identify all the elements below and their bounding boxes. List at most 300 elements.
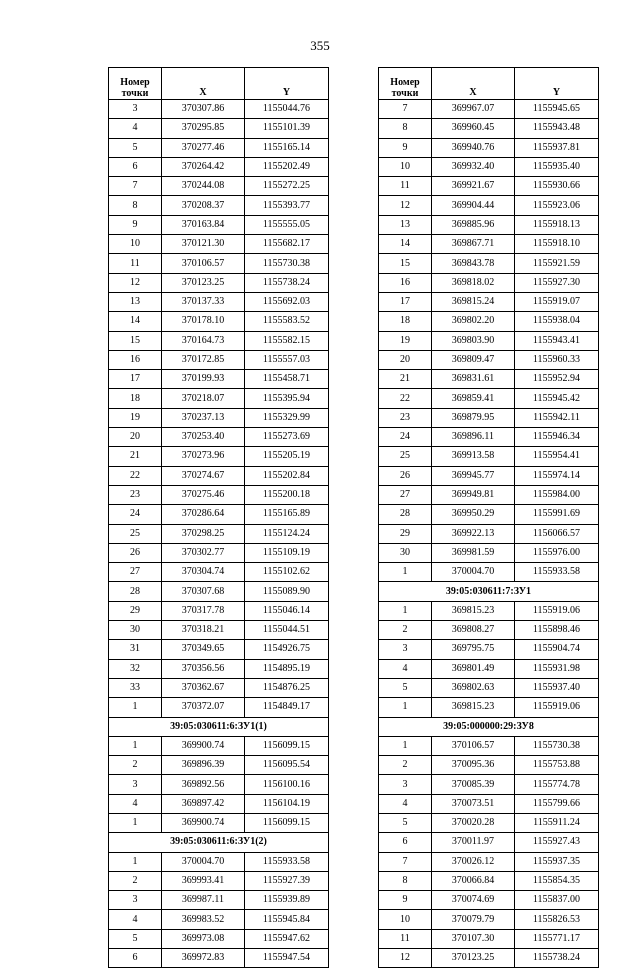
y-coordinate-cell: 1155960.33: [515, 350, 599, 369]
x-coordinate-cell: 369940.76: [432, 138, 515, 157]
point-number-cell: 27: [379, 485, 432, 504]
x-coordinate-cell: 369945.77: [432, 466, 515, 485]
table-body-left: [109, 100, 329, 968]
point-number-cell: 4: [109, 910, 162, 929]
x-coordinate-cell: 369904.44: [432, 196, 515, 215]
table-row: [379, 273, 599, 292]
x-coordinate-cell: 370349.65: [162, 640, 245, 659]
y-coordinate-cell: 1155939.89: [245, 891, 329, 910]
table-row: [379, 871, 599, 890]
y-coordinate-cell: 1155826.53: [515, 910, 599, 929]
table-row: [109, 910, 329, 929]
x-coordinate-cell: 369815.24: [432, 292, 515, 311]
x-coordinate-cell: 369815.23: [432, 601, 515, 620]
table-row: [379, 524, 599, 543]
point-number-cell: 4: [109, 119, 162, 138]
y-coordinate-cell: 1155921.59: [515, 254, 599, 273]
table-row: [109, 524, 329, 543]
y-coordinate-cell: 1154895.19: [245, 659, 329, 678]
y-coordinate-cell: 1155933.58: [245, 852, 329, 871]
table-row: [379, 408, 599, 427]
x-coordinate-cell: 370079.79: [432, 910, 515, 929]
x-coordinate-cell: 369983.52: [162, 910, 245, 929]
table-row: [109, 640, 329, 659]
y-coordinate-cell: 1155947.54: [245, 949, 329, 968]
x-coordinate-cell: 370163.84: [162, 215, 245, 234]
y-coordinate-cell: 1155943.41: [515, 331, 599, 350]
x-coordinate-cell: 369900.74: [162, 736, 245, 755]
y-coordinate-cell: 1154849.17: [245, 698, 329, 717]
x-coordinate-cell: 370274.67: [162, 466, 245, 485]
table-row: [109, 447, 329, 466]
table-row: [379, 235, 599, 254]
table-row: [109, 389, 329, 408]
point-number-cell: 9: [379, 138, 432, 157]
point-number-cell: 29: [379, 524, 432, 543]
table-row: [109, 659, 329, 678]
header-number-line2: точки: [391, 88, 419, 99]
x-coordinate-cell: 370085.39: [432, 775, 515, 794]
y-coordinate-cell: 1155937.81: [515, 138, 599, 157]
point-number-cell: 9: [379, 891, 432, 910]
y-coordinate-cell: 1155124.24: [245, 524, 329, 543]
point-number-cell: 5: [109, 929, 162, 948]
coordinates-table-left: [108, 67, 329, 968]
x-coordinate-cell: 370298.25: [162, 524, 245, 543]
x-coordinate-cell: 370264.42: [162, 157, 245, 176]
x-coordinate-cell: 370304.74: [162, 563, 245, 582]
table-row: [109, 794, 329, 813]
table-row: [379, 698, 599, 717]
coordinates-table-right: [378, 67, 599, 968]
x-coordinate-cell: 370066.84: [432, 871, 515, 890]
x-coordinate-cell: 370106.57: [162, 254, 245, 273]
x-coordinate-cell: 370178.10: [162, 312, 245, 331]
point-number-cell: 10: [379, 910, 432, 929]
table-row: [379, 196, 599, 215]
x-coordinate-cell: 370318.21: [162, 621, 245, 640]
table-row: [109, 505, 329, 524]
x-coordinate-cell: 370237.13: [162, 408, 245, 427]
y-coordinate-cell: 1155919.06: [515, 601, 599, 620]
point-number-cell: 10: [379, 157, 432, 176]
point-number-cell: 3: [379, 775, 432, 794]
y-coordinate-cell: 1155165.14: [245, 138, 329, 157]
y-coordinate-cell: 1155089.90: [245, 582, 329, 601]
table-row: [379, 813, 599, 832]
point-number-cell: 32: [109, 659, 162, 678]
table-row: [109, 331, 329, 350]
y-coordinate-cell: 1155738.24: [515, 949, 599, 968]
x-coordinate-cell: 370137.33: [162, 292, 245, 311]
point-number-cell: 1: [109, 852, 162, 871]
x-coordinate-cell: 370004.70: [432, 563, 515, 582]
point-number-cell: 2: [109, 756, 162, 775]
x-coordinate-cell: 369922.13: [432, 524, 515, 543]
table-row: [379, 891, 599, 910]
section-title: 39:05:000000:29:ЗУ8: [379, 717, 599, 736]
point-number-cell: 18: [379, 312, 432, 331]
table-row: [109, 485, 329, 504]
x-coordinate-cell: 369803.90: [432, 331, 515, 350]
y-coordinate-cell: 1155952.94: [515, 370, 599, 389]
table-body-right: [379, 100, 599, 968]
point-number-cell: 23: [109, 485, 162, 504]
header-number-line1: Номер: [120, 77, 150, 88]
point-number-cell: 22: [379, 389, 432, 408]
point-number-cell: 8: [109, 196, 162, 215]
table-row: [379, 177, 599, 196]
table-row: [109, 408, 329, 427]
y-coordinate-cell: 1155904.74: [515, 640, 599, 659]
header-point-number: [379, 68, 432, 100]
header-x: X: [162, 68, 245, 100]
point-number-cell: 3: [109, 100, 162, 119]
x-coordinate-cell: 370208.37: [162, 196, 245, 215]
table-row: [109, 852, 329, 871]
y-coordinate-cell: 1156100.16: [245, 775, 329, 794]
table-row: [109, 138, 329, 157]
point-number-cell: 8: [379, 871, 432, 890]
table-row: [379, 949, 599, 968]
point-number-cell: 31: [109, 640, 162, 659]
table-row: [109, 949, 329, 968]
x-coordinate-cell: 370307.86: [162, 100, 245, 119]
table-row: [379, 119, 599, 138]
section-title: 39:05:030611:6:ЗУ1(1): [109, 717, 329, 736]
y-coordinate-cell: 1155837.00: [515, 891, 599, 910]
y-coordinate-cell: 1155945.84: [245, 910, 329, 929]
point-number-cell: 22: [109, 466, 162, 485]
y-coordinate-cell: 1155927.39: [245, 871, 329, 890]
x-coordinate-cell: 370356.56: [162, 659, 245, 678]
y-coordinate-cell: 1155937.35: [515, 852, 599, 871]
x-coordinate-cell: 370273.96: [162, 447, 245, 466]
table-row: [109, 698, 329, 717]
header-x: X: [432, 68, 515, 100]
x-coordinate-cell: 370011.97: [432, 833, 515, 852]
point-number-cell: 13: [379, 215, 432, 234]
table-row: [109, 100, 329, 119]
point-number-cell: 25: [109, 524, 162, 543]
y-coordinate-cell: 1155458.71: [245, 370, 329, 389]
point-number-cell: 1: [109, 698, 162, 717]
x-coordinate-cell: 369843.78: [432, 254, 515, 273]
x-coordinate-cell: 369801.49: [432, 659, 515, 678]
table-row: [379, 312, 599, 331]
x-coordinate-cell: 370317.78: [162, 601, 245, 620]
x-coordinate-cell: 369921.67: [432, 177, 515, 196]
y-coordinate-cell: 1155943.48: [515, 119, 599, 138]
y-coordinate-cell: 1154926.75: [245, 640, 329, 659]
table-row: [379, 254, 599, 273]
table-row: [379, 485, 599, 504]
point-number-cell: 12: [379, 196, 432, 215]
point-number-cell: 21: [379, 370, 432, 389]
y-coordinate-cell: 1155395.94: [245, 389, 329, 408]
point-number-cell: 3: [109, 891, 162, 910]
x-coordinate-cell: 369867.71: [432, 235, 515, 254]
table-row: [379, 563, 599, 582]
y-coordinate-cell: 1155927.30: [515, 273, 599, 292]
y-coordinate-cell: 1155329.99: [245, 408, 329, 427]
table-row: [379, 428, 599, 447]
y-coordinate-cell: 1155854.35: [515, 871, 599, 890]
header-y: Y: [245, 68, 329, 100]
table-row: [109, 891, 329, 910]
y-coordinate-cell: 1155927.43: [515, 833, 599, 852]
x-coordinate-cell: 369885.96: [432, 215, 515, 234]
section-row: [109, 717, 329, 736]
y-coordinate-cell: 1155919.07: [515, 292, 599, 311]
y-coordinate-cell: 1156104.19: [245, 794, 329, 813]
x-coordinate-cell: 369879.95: [432, 408, 515, 427]
table-row: [109, 543, 329, 562]
y-coordinate-cell: 1155946.34: [515, 428, 599, 447]
table-row: [109, 215, 329, 234]
y-coordinate-cell: 1155102.62: [245, 563, 329, 582]
y-coordinate-cell: 1156066.57: [515, 524, 599, 543]
point-number-cell: 24: [379, 428, 432, 447]
table-row: [379, 215, 599, 234]
x-coordinate-cell: 370372.07: [162, 698, 245, 717]
x-coordinate-cell: 370218.07: [162, 389, 245, 408]
point-number-cell: 1: [109, 736, 162, 755]
table-row: [109, 621, 329, 640]
y-coordinate-cell: 1155947.62: [245, 929, 329, 948]
point-number-cell: 1: [379, 563, 432, 582]
point-number-cell: 10: [109, 235, 162, 254]
table-row: [379, 505, 599, 524]
table-row: [379, 659, 599, 678]
y-coordinate-cell: 1155730.38: [245, 254, 329, 273]
point-number-cell: 2: [379, 756, 432, 775]
y-coordinate-cell: 1155774.78: [515, 775, 599, 794]
point-number-cell: 8: [379, 119, 432, 138]
x-coordinate-cell: 370277.46: [162, 138, 245, 157]
y-coordinate-cell: 1155923.06: [515, 196, 599, 215]
y-coordinate-cell: 1156099.15: [245, 736, 329, 755]
table-row: [379, 852, 599, 871]
y-coordinate-cell: 1155046.14: [245, 601, 329, 620]
y-coordinate-cell: 1155938.04: [515, 312, 599, 331]
y-coordinate-cell: 1155984.00: [515, 485, 599, 504]
y-coordinate-cell: 1155945.42: [515, 389, 599, 408]
table-row: [379, 833, 599, 852]
table-row: [109, 292, 329, 311]
table-row: [379, 910, 599, 929]
table-row: [109, 119, 329, 138]
x-coordinate-cell: 370199.93: [162, 370, 245, 389]
x-coordinate-cell: 370073.51: [432, 794, 515, 813]
table-row: [379, 543, 599, 562]
point-number-cell: 6: [109, 157, 162, 176]
table-row: [379, 370, 599, 389]
x-coordinate-cell: 369795.75: [432, 640, 515, 659]
table-row: [379, 100, 599, 119]
x-coordinate-cell: 370095.36: [432, 756, 515, 775]
x-coordinate-cell: 369896.39: [162, 756, 245, 775]
x-coordinate-cell: 370123.25: [432, 949, 515, 968]
point-number-cell: 6: [379, 833, 432, 852]
table-row: [379, 447, 599, 466]
table-row: [379, 138, 599, 157]
table-row: [379, 331, 599, 350]
section-title: 39:05:030611:7:ЗУ1: [379, 582, 599, 601]
y-coordinate-cell: 1156095.54: [245, 756, 329, 775]
x-coordinate-cell: 370244.08: [162, 177, 245, 196]
x-coordinate-cell: 369831.61: [432, 370, 515, 389]
x-coordinate-cell: 369981.59: [432, 543, 515, 562]
y-coordinate-cell: 1155200.18: [245, 485, 329, 504]
y-coordinate-cell: 1155202.84: [245, 466, 329, 485]
point-number-cell: 2: [109, 871, 162, 890]
point-number-cell: 2: [379, 621, 432, 640]
x-coordinate-cell: 370121.30: [162, 235, 245, 254]
table-row: [379, 775, 599, 794]
table-row: [379, 640, 599, 659]
table-row: [379, 929, 599, 948]
section-row: [109, 833, 329, 852]
x-coordinate-cell: 369897.42: [162, 794, 245, 813]
x-coordinate-cell: 369896.11: [432, 428, 515, 447]
header-number-line2: точки: [121, 88, 149, 99]
section-row: [379, 717, 599, 736]
point-number-cell: 30: [379, 543, 432, 562]
y-coordinate-cell: 1155730.38: [515, 736, 599, 755]
x-coordinate-cell: 370107.30: [432, 929, 515, 948]
point-number-cell: 33: [109, 678, 162, 697]
x-coordinate-cell: 369960.45: [432, 119, 515, 138]
point-number-cell: 26: [379, 466, 432, 485]
point-number-cell: 9: [109, 215, 162, 234]
point-number-cell: 13: [109, 292, 162, 311]
point-number-cell: 12: [379, 949, 432, 968]
y-coordinate-cell: 1155557.03: [245, 350, 329, 369]
point-number-cell: 6: [109, 949, 162, 968]
y-coordinate-cell: 1155272.25: [245, 177, 329, 196]
page-number: 355: [310, 38, 330, 53]
point-number-cell: 11: [379, 929, 432, 948]
header-number-line1: Номер: [390, 77, 420, 88]
y-coordinate-cell: 1155799.66: [515, 794, 599, 813]
x-coordinate-cell: 369987.11: [162, 891, 245, 910]
table-row: [379, 389, 599, 408]
y-coordinate-cell: 1155692.03: [245, 292, 329, 311]
table-row: [109, 813, 329, 832]
y-coordinate-cell: 1155682.17: [245, 235, 329, 254]
x-coordinate-cell: 370307.68: [162, 582, 245, 601]
table-row: [109, 254, 329, 273]
point-number-cell: 28: [109, 582, 162, 601]
y-coordinate-cell: 1155930.66: [515, 177, 599, 196]
table-row: [109, 929, 329, 948]
header-point-number: [109, 68, 162, 100]
table-row: [379, 736, 599, 755]
point-number-cell: 26: [109, 543, 162, 562]
table-row: [379, 157, 599, 176]
point-number-cell: 17: [109, 370, 162, 389]
table-row: [379, 350, 599, 369]
y-coordinate-cell: 1155273.69: [245, 428, 329, 447]
header-y: Y: [515, 68, 599, 100]
x-coordinate-cell: 369809.47: [432, 350, 515, 369]
point-number-cell: 1: [379, 698, 432, 717]
x-coordinate-cell: 369892.56: [162, 775, 245, 794]
y-coordinate-cell: 1155898.46: [515, 621, 599, 640]
x-coordinate-cell: 370172.85: [162, 350, 245, 369]
point-number-cell: 19: [379, 331, 432, 350]
x-coordinate-cell: 369972.83: [162, 949, 245, 968]
y-coordinate-cell: 1155945.65: [515, 100, 599, 119]
table-row: [109, 582, 329, 601]
point-number-cell: 15: [379, 254, 432, 273]
x-coordinate-cell: 369815.23: [432, 698, 515, 717]
table-row: [109, 273, 329, 292]
table-row: [109, 871, 329, 890]
y-coordinate-cell: 1155393.77: [245, 196, 329, 215]
table-row: [109, 157, 329, 176]
table-row: [379, 794, 599, 813]
point-number-cell: 16: [109, 350, 162, 369]
point-number-cell: 1: [379, 736, 432, 755]
y-coordinate-cell: 1155954.41: [515, 447, 599, 466]
x-coordinate-cell: 370275.46: [162, 485, 245, 504]
table-row: [379, 466, 599, 485]
x-coordinate-cell: 370362.67: [162, 678, 245, 697]
point-number-cell: 3: [379, 640, 432, 659]
x-coordinate-cell: 370106.57: [432, 736, 515, 755]
y-coordinate-cell: 1155991.69: [515, 505, 599, 524]
point-number-cell: 5: [379, 678, 432, 697]
point-number-cell: 3: [109, 775, 162, 794]
point-number-cell: 16: [379, 273, 432, 292]
point-number-cell: 24: [109, 505, 162, 524]
x-coordinate-cell: 369913.58: [432, 447, 515, 466]
x-coordinate-cell: 369818.02: [432, 273, 515, 292]
table-row: [109, 312, 329, 331]
y-coordinate-cell: 1155738.24: [245, 273, 329, 292]
table-row: [379, 292, 599, 311]
x-coordinate-cell: 369900.74: [162, 813, 245, 832]
x-coordinate-cell: 369949.81: [432, 485, 515, 504]
y-coordinate-cell: 1155933.58: [515, 563, 599, 582]
point-number-cell: 7: [109, 177, 162, 196]
table-row: [379, 678, 599, 697]
table-header-row: [379, 68, 599, 100]
point-number-cell: 17: [379, 292, 432, 311]
y-coordinate-cell: 1155044.76: [245, 100, 329, 119]
y-coordinate-cell: 1155935.40: [515, 157, 599, 176]
x-coordinate-cell: 370004.70: [162, 852, 245, 871]
table-row: [109, 428, 329, 447]
point-number-cell: 1: [109, 813, 162, 832]
y-coordinate-cell: 1156099.15: [245, 813, 329, 832]
x-coordinate-cell: 369973.08: [162, 929, 245, 948]
point-number-cell: 20: [109, 428, 162, 447]
section-title: 39:05:030611:6:ЗУ1(2): [109, 833, 329, 852]
table-row: [109, 756, 329, 775]
x-coordinate-cell: 370253.40: [162, 428, 245, 447]
x-coordinate-cell: 369950.29: [432, 505, 515, 524]
y-coordinate-cell: 1155555.05: [245, 215, 329, 234]
x-coordinate-cell: 369967.07: [432, 100, 515, 119]
point-number-cell: 30: [109, 621, 162, 640]
x-coordinate-cell: 369802.63: [432, 678, 515, 697]
point-number-cell: 7: [379, 100, 432, 119]
y-coordinate-cell: 1155202.49: [245, 157, 329, 176]
y-coordinate-cell: 1155771.17: [515, 929, 599, 948]
